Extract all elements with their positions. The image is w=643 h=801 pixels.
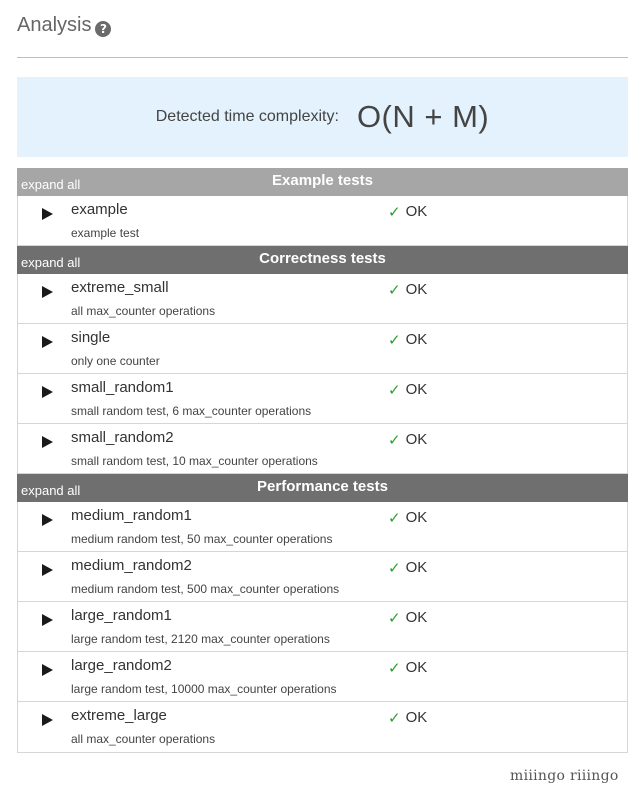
test-name: single bbox=[71, 329, 111, 346]
test-row[interactable] bbox=[17, 502, 628, 552]
test-name: extreme_small bbox=[71, 279, 169, 296]
test-description: large random test, 10000 max_counter operations bbox=[71, 682, 337, 696]
test-result bbox=[388, 329, 427, 349]
check-icon: ✓ bbox=[388, 709, 401, 727]
group-header bbox=[17, 168, 628, 196]
test-result bbox=[388, 279, 427, 299]
result-label: OK bbox=[405, 558, 428, 576]
test-description: small random test, 6 max_counter operations bbox=[71, 404, 312, 418]
test-row[interactable] bbox=[17, 196, 628, 246]
expand-arrow-icon[interactable] bbox=[42, 614, 53, 626]
test-name: extreme_large bbox=[71, 707, 167, 724]
complexity-label: Detected time complexity: bbox=[155, 108, 339, 125]
page-title: Analysis bbox=[17, 14, 92, 36]
analysis-heading bbox=[17, 14, 111, 37]
group-performance-tests bbox=[17, 474, 628, 753]
result-label: OK bbox=[405, 380, 428, 398]
test-row[interactable] bbox=[17, 274, 628, 324]
test-result bbox=[388, 707, 427, 727]
test-name: medium_random2 bbox=[71, 557, 192, 574]
test-result bbox=[388, 607, 427, 627]
test-description: medium random test, 500 max_counter operations bbox=[71, 582, 340, 596]
result-label: OK bbox=[405, 658, 428, 676]
result-label: OK bbox=[405, 330, 428, 348]
result-label: OK bbox=[405, 508, 428, 526]
check-icon: ✓ bbox=[388, 203, 401, 221]
expand-arrow-icon[interactable] bbox=[42, 386, 53, 398]
result-label: OK bbox=[405, 708, 428, 726]
expand-all-link[interactable]: expand all bbox=[21, 483, 81, 498]
expand-all-link[interactable]: expand all bbox=[21, 255, 81, 270]
help-icon[interactable]: ? bbox=[95, 21, 111, 37]
test-name: example bbox=[71, 201, 128, 218]
group-title: Performance tests bbox=[257, 478, 388, 495]
check-icon: ✓ bbox=[388, 559, 401, 577]
check-icon: ✓ bbox=[388, 509, 401, 527]
check-icon: ✓ bbox=[388, 281, 401, 299]
group-title: Correctness tests bbox=[259, 250, 386, 267]
test-row[interactable] bbox=[17, 602, 628, 652]
group-correctness-tests bbox=[17, 246, 628, 474]
result-label: OK bbox=[405, 202, 428, 220]
check-icon: ✓ bbox=[388, 331, 401, 349]
expand-arrow-icon[interactable] bbox=[42, 564, 53, 576]
test-name: large_random2 bbox=[71, 657, 172, 674]
test-name: medium_random1 bbox=[71, 507, 192, 524]
test-description: large random test, 2120 max_counter operations bbox=[71, 632, 330, 646]
expand-arrow-icon[interactable] bbox=[42, 208, 53, 220]
expand-arrow-icon[interactable] bbox=[42, 714, 53, 726]
test-result bbox=[388, 557, 427, 577]
check-icon: ✓ bbox=[388, 659, 401, 677]
group-title: Example tests bbox=[272, 172, 373, 189]
result-label: OK bbox=[405, 608, 428, 626]
test-row[interactable] bbox=[17, 552, 628, 602]
test-row[interactable] bbox=[17, 424, 628, 474]
test-result bbox=[388, 429, 427, 449]
brand-logo: miiingo riiingo bbox=[510, 768, 619, 784]
test-row[interactable] bbox=[17, 702, 628, 753]
complexity-value: O(N + M) bbox=[356, 99, 490, 134]
check-icon: ✓ bbox=[388, 609, 401, 627]
test-row[interactable] bbox=[17, 374, 628, 424]
heading-divider bbox=[17, 57, 628, 58]
check-icon: ✓ bbox=[388, 381, 401, 399]
test-description: example test bbox=[71, 226, 140, 240]
test-description: all max_counter operations bbox=[71, 304, 216, 318]
test-description: small random test, 10 max_counter operations bbox=[71, 454, 318, 468]
expand-arrow-icon[interactable] bbox=[42, 286, 53, 298]
test-result bbox=[388, 657, 427, 677]
test-name: large_random1 bbox=[71, 607, 172, 624]
expand-arrow-icon[interactable] bbox=[42, 664, 53, 676]
test-result bbox=[388, 201, 427, 221]
group-example-tests bbox=[17, 168, 628, 246]
test-row[interactable] bbox=[17, 324, 628, 374]
expand-arrow-icon[interactable] bbox=[42, 336, 53, 348]
test-results-table bbox=[17, 168, 628, 753]
check-icon: ✓ bbox=[388, 431, 401, 449]
test-row[interactable] bbox=[17, 652, 628, 702]
expand-arrow-icon[interactable] bbox=[42, 436, 53, 448]
complexity-panel bbox=[17, 77, 628, 157]
test-name: small_random1 bbox=[71, 379, 174, 396]
test-result bbox=[388, 379, 427, 399]
expand-arrow-icon[interactable] bbox=[42, 514, 53, 526]
test-description: medium random test, 50 max_counter operations bbox=[71, 532, 333, 546]
test-name: small_random2 bbox=[71, 429, 174, 446]
result-label: OK bbox=[405, 280, 428, 298]
group-header bbox=[17, 246, 628, 274]
test-result bbox=[388, 507, 427, 527]
test-description: all max_counter operations bbox=[71, 732, 216, 746]
expand-all-link[interactable]: expand all bbox=[21, 177, 81, 192]
group-header bbox=[17, 474, 628, 502]
test-description: only one counter bbox=[71, 354, 160, 368]
result-label: OK bbox=[405, 430, 428, 448]
